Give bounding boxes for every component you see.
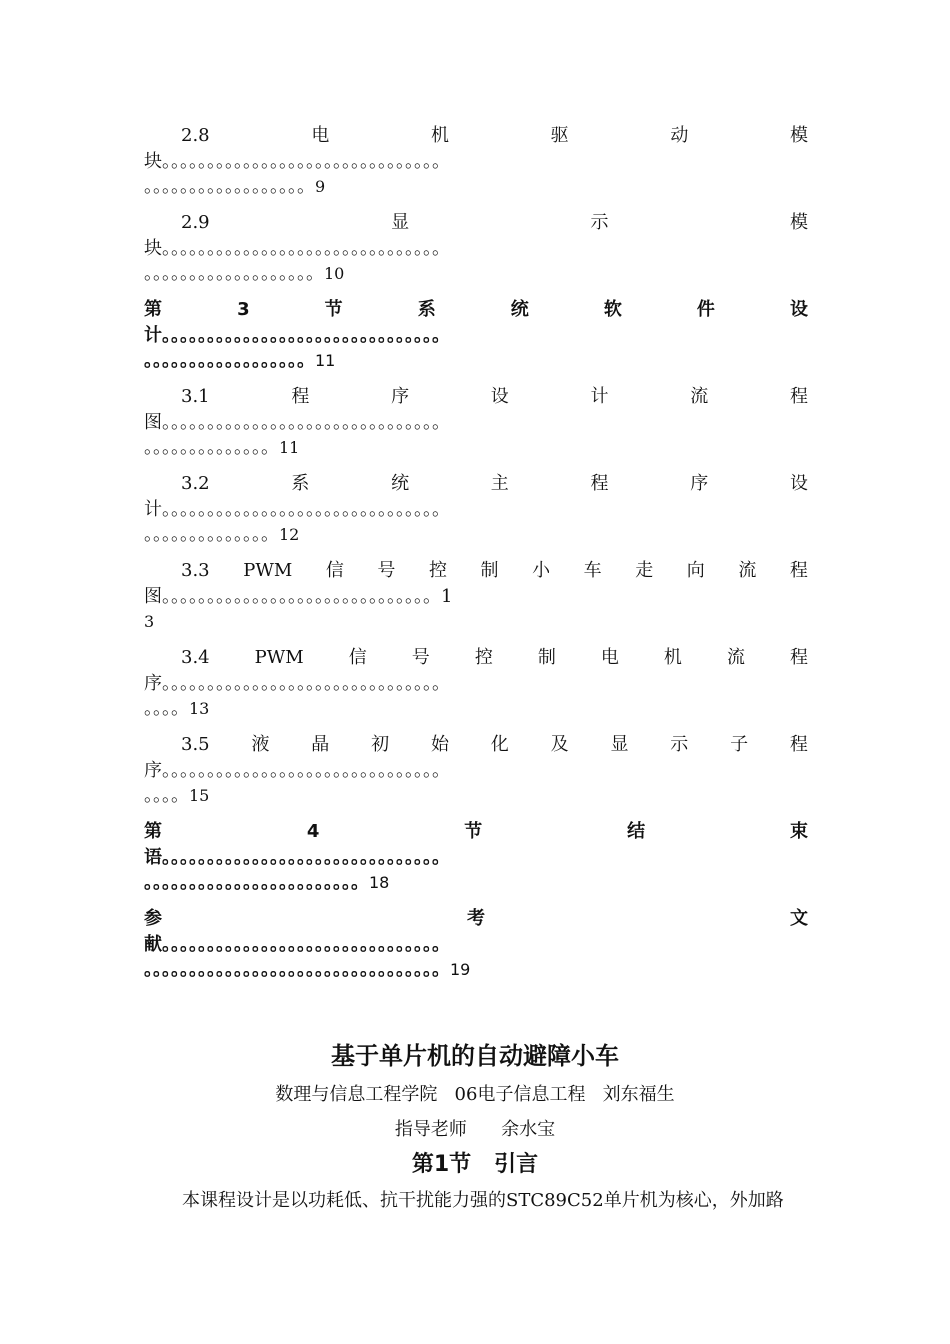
toc-token: 显 — [610, 734, 629, 755]
toc-token: 流 — [738, 560, 757, 581]
toc-token: 控 — [428, 560, 447, 581]
toc-token: 3 — [237, 299, 250, 320]
toc-leader-line: 。。。。15 — [144, 785, 210, 806]
section-heading: 第1节 引言 — [411, 1152, 539, 1177]
toc-token: 示 — [670, 734, 689, 755]
toc-leader-line: 。。。。。。。。。。。。。。11 — [144, 437, 300, 458]
toc-token: 流 — [726, 647, 745, 668]
toc-token: 节 — [464, 821, 483, 842]
toc-token: 晶 — [311, 734, 330, 755]
toc-token: 号 — [377, 560, 396, 581]
toc-token: 显 — [391, 212, 410, 233]
toc-token: 计 — [590, 386, 609, 407]
toc-token: 第 — [144, 821, 162, 842]
toc-token: 程 — [789, 734, 808, 755]
toc-page-number: 10 — [324, 264, 345, 283]
toc-leader-line: 语。。。。。。。。。。。。。。。。。。。。。。。。。。。。。。。 — [144, 847, 450, 868]
toc-entry-2-8[interactable] — [181, 124, 808, 148]
toc-token: 控 — [474, 647, 493, 668]
toc-leader-line: 图。。。。。。。。。。。。。。。。。。。。。。。。。。。。。。。 — [144, 412, 450, 433]
toc-entry-2-9[interactable] — [181, 211, 808, 235]
advisor-line: 指导老师 余水宝 — [394, 1119, 556, 1140]
toc-token: 号 — [411, 647, 430, 668]
toc-token: 2.9 — [181, 212, 210, 233]
toc-token: 统 — [391, 473, 410, 494]
toc-token: 车 — [583, 560, 602, 581]
toc-leader-line: 计。。。。。。。。。。。。。。。。。。。。。。。。。。。。。。。 — [144, 325, 450, 346]
body-paragraph: 本课程设计是以功耗低、抗干扰能力强的STC89C52单片机为核心，外加路 — [182, 1190, 784, 1211]
toc-token: 程 — [789, 386, 808, 407]
toc-token: 主 — [490, 473, 509, 494]
toc-token: 驱 — [550, 125, 569, 146]
toc-leader-line: 。。。。。。。。。。。。。。12 — [144, 524, 300, 545]
toc-page-number: 13 — [189, 699, 210, 718]
toc-token: 序 — [690, 473, 709, 494]
toc-leader-line: 块。。。。。。。。。。。。。。。。。。。。。。。。。。。。。。。 — [144, 151, 450, 172]
toc-token: 信 — [348, 647, 367, 668]
toc-token: 3.3 — [181, 560, 210, 581]
toc-token: 文 — [790, 908, 808, 929]
toc-token: 程 — [291, 386, 310, 407]
toc-token: 机 — [663, 647, 682, 668]
toc-token: 程 — [789, 647, 808, 668]
toc-token: 结 — [627, 821, 646, 842]
document-title: 基于单片机的自动避障小车 — [331, 1042, 619, 1070]
toc-leader-line: 图。。。。。。。。。。。。。。。。。。。。。。。。。。。。。。1 — [144, 586, 453, 607]
toc-token: 考 — [467, 908, 485, 929]
toc-token: 动 — [670, 125, 689, 146]
toc-leader-line: 序。。。。。。。。。。。。。。。。。。。。。。。。。。。。。。。 — [144, 673, 450, 694]
toc-token: 示 — [590, 212, 609, 233]
toc-token: 向 — [686, 560, 705, 581]
toc-token: 3.4 — [181, 647, 210, 668]
toc-token: 3.5 — [181, 734, 210, 755]
toc-page-number: 11 — [279, 438, 300, 457]
toc-token: 参 — [144, 908, 162, 929]
toc-leader-line — [144, 610, 808, 634]
toc-token: 信 — [325, 560, 344, 581]
toc-token: 流 — [690, 386, 709, 407]
toc-token: 程 — [789, 560, 808, 581]
toc-leader-line: 块。。。。。。。。。。。。。。。。。。。。。。。。。。。。。。。 — [144, 238, 450, 259]
toc-entry-3-1[interactable] — [181, 385, 808, 409]
toc-token: 序 — [391, 386, 410, 407]
toc-token: 子 — [730, 734, 749, 755]
toc-token: 2.8 — [181, 125, 210, 146]
toc-entry-3-5[interactable] — [181, 733, 808, 757]
toc-token: 程 — [590, 473, 609, 494]
toc-page-number: 15 — [189, 786, 210, 805]
toc-token: 第 — [144, 299, 162, 320]
toc-leader-line: 献。。。。。。。。。。。。。。。。。。。。。。。。。。。。。。。 — [144, 934, 450, 955]
toc-token: 及 — [550, 734, 569, 755]
toc-entry-section-3[interactable] — [144, 298, 808, 322]
toc-entry-3-4[interactable] — [181, 646, 808, 670]
toc-leader-line: 计。。。。。。。。。。。。。。。。。。。。。。。。。。。。。。。 — [144, 499, 450, 520]
toc-token: 初 — [371, 734, 390, 755]
toc-page-number: 9 — [315, 177, 326, 196]
toc-leader-line: 。。。。。。。。。。。。。。。。。。11 — [144, 350, 336, 371]
toc-token: 化 — [490, 734, 509, 755]
toc-leader-line: 。。。。13 — [144, 698, 210, 719]
toc-token: 软 — [603, 299, 622, 320]
toc-token: 走 — [635, 560, 654, 581]
toc-token: 设 — [789, 473, 808, 494]
toc-token: 束 — [789, 821, 808, 842]
toc-token: 系 — [417, 299, 436, 320]
toc-token: 始 — [430, 734, 449, 755]
toc-page-number: 19 — [450, 960, 471, 979]
toc-page-number: 18 — [369, 873, 390, 892]
toc-token: 电 — [600, 647, 619, 668]
toc-token: 制 — [480, 560, 499, 581]
toc-token: 模 — [790, 125, 808, 146]
toc-token: 设 — [789, 299, 808, 320]
toc-entry-3-2[interactable] — [181, 472, 808, 496]
toc-entry-3-3[interactable] — [181, 559, 808, 583]
toc-entry-references[interactable] — [144, 907, 808, 931]
toc-page-number: 11 — [315, 351, 336, 370]
toc-page-number: 12 — [279, 525, 300, 544]
toc-token: 3.1 — [181, 386, 210, 407]
author-line: 数理与信息工程学院 06电子信息工程 刘东福生 — [275, 1084, 675, 1105]
toc-page-number: 3 — [144, 612, 155, 631]
toc-token: 件 — [696, 299, 715, 320]
toc-token: 液 — [251, 734, 270, 755]
toc-token: PWM — [254, 647, 304, 668]
toc-token: 统 — [510, 299, 529, 320]
toc-leader-line: 。。。。。。。。。。。。。。。。。。9 — [144, 176, 326, 197]
toc-token: 4 — [306, 821, 320, 842]
toc-leader-line: 。。。。。。。。。。。。。。。。。。。。。。。。18 — [144, 872, 390, 893]
toc-token: 制 — [537, 647, 556, 668]
toc-token: 小 — [532, 560, 551, 581]
toc-token: 电 — [311, 125, 330, 146]
toc-leader-line: 。。。。。。。。。。。。。。。。。。。10 — [144, 263, 345, 284]
toc-leader-line: 。。。。。。。。。。。。。。。。。。。。。。。。。。。。。。。。。19 — [144, 959, 471, 980]
toc-leader-line: 序。。。。。。。。。。。。。。。。。。。。。。。。。。。。。。。 — [144, 760, 450, 781]
toc-token: PWM — [243, 560, 293, 581]
toc-token: 机 — [430, 125, 449, 146]
toc-entry-section-4[interactable] — [144, 820, 808, 844]
toc-token: 节 — [324, 299, 343, 320]
toc-token: 系 — [291, 473, 310, 494]
toc-token: 设 — [490, 386, 509, 407]
toc-token: 3.2 — [181, 473, 210, 494]
toc-token: 模 — [790, 212, 808, 233]
